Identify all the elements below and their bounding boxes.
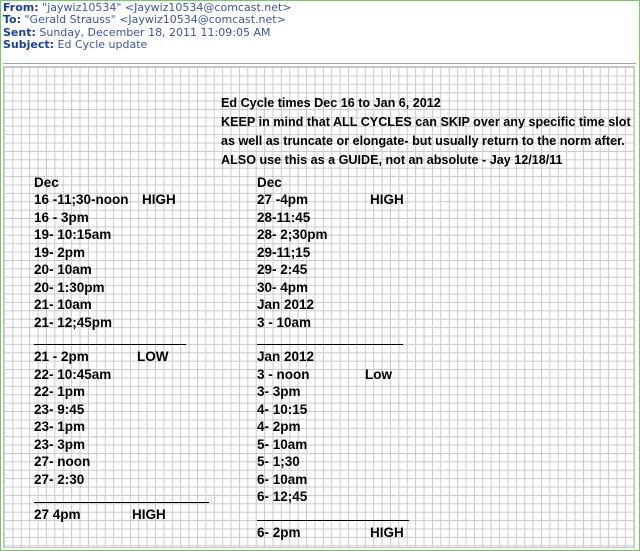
left-entry: 21- 10am [34,297,92,312]
right-entry: 3- 3pm [257,384,301,399]
right-entry: Jan 2012 [257,297,315,312]
right-entry: 28- 2;30pm [257,227,328,242]
left-entry: 16 -11;30-noon [34,192,129,207]
right-entry: Dec [257,175,282,190]
right-entry: 5- 10am [257,437,308,452]
right-entry: 6- 12;45 [257,489,308,504]
left-divider [34,344,186,345]
left-entry: 27- noon [34,454,91,469]
right-entry: 29-11;15 [257,245,311,260]
left-entry: 22- 1pm [34,384,86,399]
title-line-4: ALSO use this as a GUIDE, not an absolute - Jay 12/18/11 [221,153,563,167]
right-entry: 29- 2:45 [257,262,308,277]
right-entry: 3 - 10am [257,315,312,330]
right-entry: 4- 10:15 [257,402,308,417]
left-entry: 20- 1:30pm [34,280,105,295]
left-entry: 27 4pm [34,507,81,522]
left-tag-high: HIGH [142,192,176,207]
from-label: From: [3,1,39,14]
title-line-1: Ed Cycle times Dec 16 to Jan 6, 2012 [221,96,441,110]
subject-row [3,39,635,51]
subject-label: Subject: [3,38,55,52]
right-entry: 6- 2pm [257,525,301,540]
left-entry: 21 - 2pm [34,349,89,364]
left-entry: 23- 3pm [34,437,86,452]
right-entry: 30- 4pm [257,280,309,295]
left-divider [34,502,209,503]
right-tag-high: HIGH [370,192,404,207]
title-line-2: KEEP in mind that ALL CYCLES can SKIP over any specific time slot [221,115,631,129]
email-header [3,2,635,52]
left-entry: 19- 10:15am [34,227,112,242]
to-label: To: [3,13,21,27]
title-line-3: as well as truncate or elongate- but usually return to the norm after. [221,134,625,148]
left-entry: 23- 9:45 [34,402,85,417]
right-entry: 28-11:45 [257,210,311,225]
right-tag-low: Low [365,367,392,382]
right-divider [257,520,409,521]
left-entry: 22- 10:45am [34,367,112,382]
left-entry: 20- 10am [34,262,92,277]
to-value[interactable]: "Gerald Strauss" <Jaywiz10534@comcast.net> [24,13,286,27]
right-tag-high: HIGH [370,525,404,540]
right-entry: 5- 1;30 [257,454,300,469]
left-tag-high: HIGH [132,507,166,522]
left-tag-low: LOW [137,349,169,364]
subject-value: Ed Cycle update [57,38,148,52]
left-entry: 23- 1pm [34,419,86,434]
sent-value: Sunday, December 18, 2011 11:09:05 AM [39,25,271,39]
right-entry: 3 - noon [257,367,310,382]
left-entry: 19- 2pm [34,245,86,260]
left-entry: Dec [34,175,59,190]
right-entry: Jan 2012 [257,349,315,364]
from-value[interactable]: "jaywiz10534" <Jaywiz10534@comcast.net> [42,1,292,14]
header-divider [3,63,636,64]
right-entry: 27 -4pm [257,192,309,207]
left-entry: 21- 12;45pm [34,315,113,330]
right-entry: 4- 2pm [257,419,301,434]
graph-paper-image [3,66,635,548]
left-entry: 27- 2:30 [34,472,85,487]
right-entry: 6- 10am [257,472,308,487]
left-entry: 16 - 3pm [34,210,89,225]
right-divider [257,344,403,345]
sent-label: Sent: [3,25,36,39]
